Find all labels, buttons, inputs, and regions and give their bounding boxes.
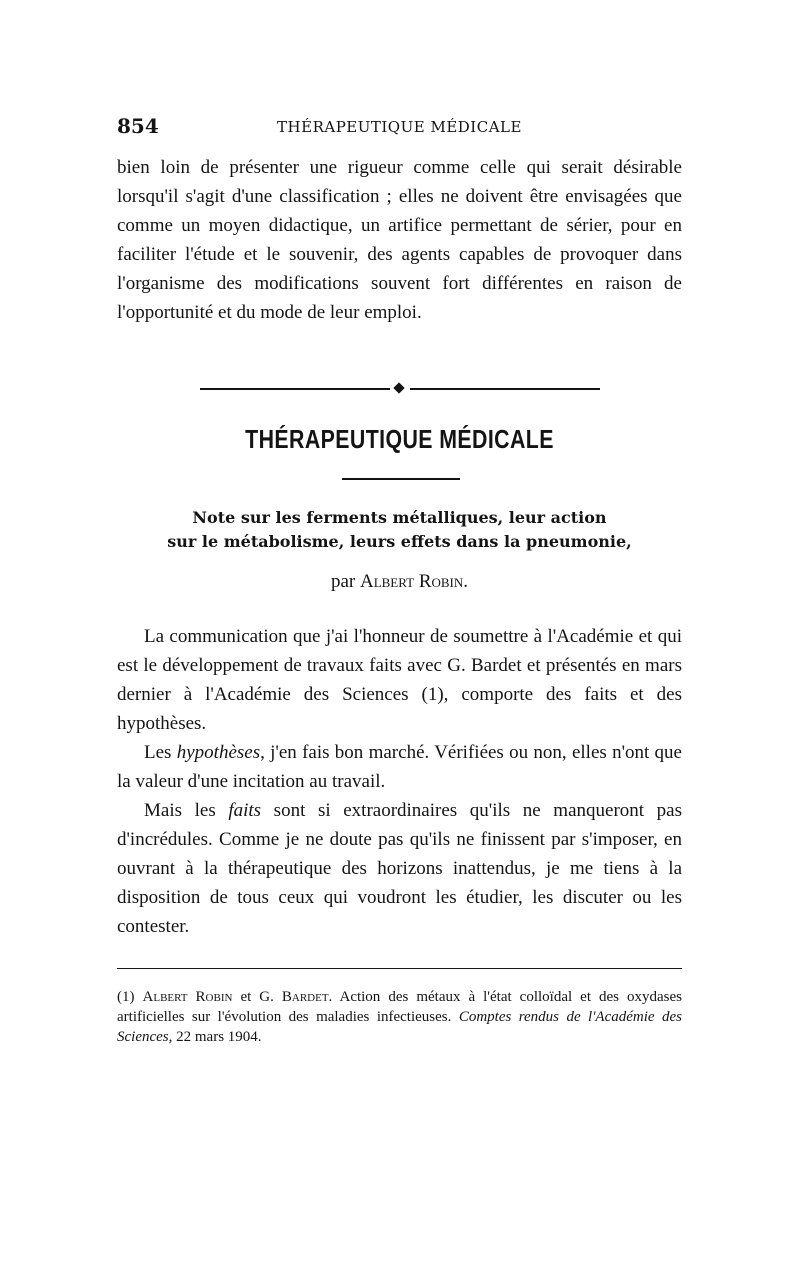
footnote <box>117 987 682 1047</box>
article-title-line-1: Note sur les ferments métalliques, leur action <box>192 508 607 527</box>
article-body <box>117 622 682 941</box>
p3-rest: sont si extraordinaires qu'ils ne manqueront pas d'incrédules. Comme je ne doute pas qu'ils ne finissent par s'imposer, en ouvrant à la thérapeutique des horizons inattendus, je me tiens à la disposition de tous ceux qui voudront les étudier, les discuter ou les contester. <box>117 800 682 937</box>
article-title <box>117 506 682 554</box>
p3-italic: faits <box>228 800 262 821</box>
footnote-marker: (1) <box>117 989 135 1005</box>
byline-prefix: par <box>330 571 356 592</box>
footnote-rule <box>117 968 682 969</box>
section-separator <box>200 383 600 395</box>
separator-line-left <box>200 388 390 390</box>
body-paragraph-3 <box>117 796 682 941</box>
page-number: 854 <box>117 114 159 138</box>
separator-line-right <box>410 388 600 390</box>
running-title: THÉRAPEUTIQUE MÉDICALE <box>277 118 522 136</box>
page-header <box>117 114 682 144</box>
footnote-author-2: Bardet. <box>281 989 333 1005</box>
footnote-author-1: Albert Robin <box>142 989 233 1005</box>
byline <box>117 571 682 593</box>
footnote-and: et G. <box>240 989 274 1005</box>
p2-start: Les <box>144 742 172 763</box>
body-paragraph-2 <box>117 738 682 796</box>
footnote-date: 22 mars 1904. <box>176 1029 262 1045</box>
diamond-ornament-icon <box>393 382 404 393</box>
title-underline <box>342 478 460 480</box>
author-name: Albert Robin. <box>359 571 469 592</box>
article-title-line-2: sur le métabolisme, leurs effets dans la pneumonie, <box>167 532 632 551</box>
p3-start: Mais les <box>144 800 216 821</box>
p2-rest: , j'en fais bon marché. Vérifiées ou non, elles n'ont que la valeur d'une incitation au travail. <box>117 742 682 792</box>
section-title: THÉRAPEUTIQUE MÉDICALE <box>245 424 554 454</box>
p2-italic: hypothèses <box>176 742 261 763</box>
body-paragraph-1: La communication que j'ai l'honneur de soumettre à l'Académie et qui est le développement de travaux faits avec G. Bardet et présentés en mars dernier à l'Académie des Sciences (1), comporte des faits et des hypothèses. <box>117 626 682 734</box>
footnote-source: Comptes rendus de l'Académie des Sciences, <box>117 1009 682 1045</box>
intro-paragraph: bien loin de présenter une rigueur comme celle qui serait désirable lorsqu'il s'agit d'une classification ; elles ne doivent être envisagées que comme un moyen didactique, un artifice permettant de sérier, pour en faciliter l'étude et le souvenir, des agents capables de provoquer dans l'organisme des modifications souvent fort différentes en raison de l'opportunité et du mode de leur emploi. <box>117 157 682 323</box>
footnote-text: Action des métaux à l'état colloïdal et des oxydases artificielles sur l'évolution des maladies infectieuses. <box>117 989 682 1025</box>
